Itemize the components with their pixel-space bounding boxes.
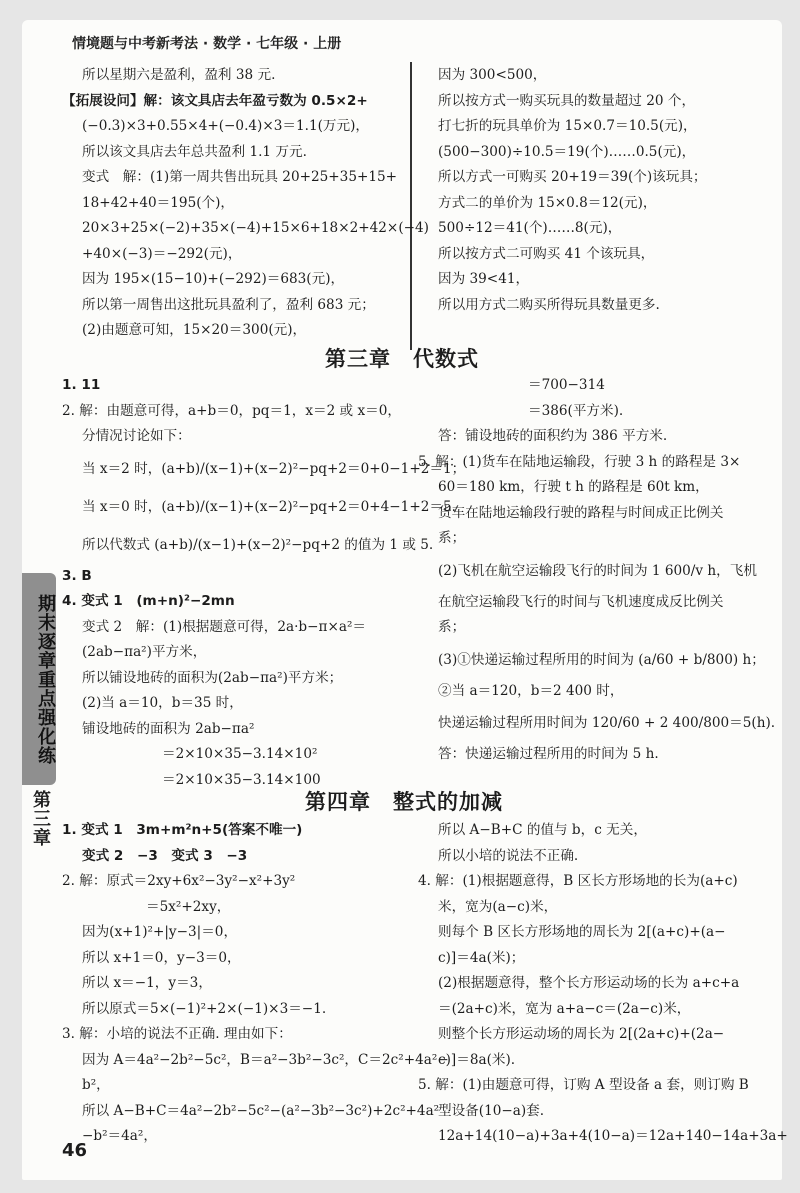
text-line: 变式 2 −3 变式 3 −3 — [82, 847, 248, 864]
text-line: 所以第一周售出这批玩具盈利了，盈利 683 元； — [82, 296, 375, 313]
page-header — [72, 26, 752, 62]
text-line: c)]＝4a(米)； — [438, 949, 525, 966]
text-line: ＝(2a+c)米，宽为 a+a−c＝(2a−c)米， — [438, 1000, 691, 1017]
top-left-column — [62, 63, 429, 344]
text-line: 500÷12＝41(个)……8(元)， — [438, 220, 622, 236]
text-line: +40×(−3)＝−292(元)， — [82, 245, 242, 262]
text-line: 打七折的玩具单价为 15×0.7＝10.5(元)， — [438, 118, 697, 134]
text-line: 4. 变式 1 (m+n)²−2mn — [62, 593, 235, 609]
text-line: 2. 解：原式＝2xy+6x²−3y²−x²+3y² — [62, 873, 296, 889]
text-line: (500−300)÷10.5＝19(个)……0.5(元)， — [438, 143, 696, 160]
text-line: (−0.3)×3+0.55×4+(−0.4)×3＝1.1(万元)， — [82, 118, 369, 134]
text-line: 因为 39<41， — [438, 271, 530, 287]
side-section-tab — [22, 573, 56, 785]
text-line: 【拓展设问】解：该文具店去年盈亏数为 0.5×2+ — [62, 92, 368, 109]
page-number: 46 — [62, 1140, 88, 1161]
text-line: 铺设地砖的面积为 2ab−πa² — [82, 720, 255, 737]
text-line: 所以 A−B+C 的值与 b，c 无关， — [438, 822, 647, 838]
text-line: (2)由题意可知，15×20＝300(元)， — [82, 322, 307, 338]
text-line: 型设备(10−a)套. — [438, 1102, 545, 1119]
text-line: 3. 解：小培的说法不正确. 理由如下： — [62, 1026, 292, 1042]
text-line: ＝2×10×35−3.14×100 — [162, 771, 321, 788]
text-line: ＝700−314 — [528, 377, 605, 393]
top-right-column — [418, 63, 763, 318]
text-line: c)]＝8a(米). — [438, 1051, 516, 1068]
header-title: 情境题与中考新考法 · 数学 · 七年级 · 上册 — [72, 36, 342, 52]
text-line: b²， — [82, 1077, 110, 1093]
text-line: 5. 解：(1)货车在陆地运输段，行驶 3 h 的路程是 3× — [418, 453, 741, 470]
text-line: 所以小培的说法不正确. — [438, 847, 579, 864]
text-line: 则每个 B 区长方形场地的周长为 2[(a+c)+(a− — [438, 924, 726, 940]
text-line: ＝2×10×35−3.14×10² — [162, 746, 318, 762]
side-chapter-text: 第三章 — [30, 790, 51, 847]
text-line: (2ab−πa²)平方米， — [82, 644, 207, 660]
text-line: 3. B — [62, 567, 92, 584]
text-line: 所以 x＝−1，y＝3， — [82, 975, 212, 991]
text-line: 答：铺设地砖的面积约为 386 平方米. — [438, 428, 668, 444]
text-line: 所以原式＝5×(−1)²+2×(−1)×3＝−1. — [82, 1000, 327, 1017]
text-line: 答：快递运输过程所用的时间为 5 h. — [438, 746, 659, 762]
text-line: 当 x＝0 时，(a+b)/(x−1)+(x−2)²−pq+2＝0+4−1+2＝5. — [82, 498, 456, 515]
text-line: (2)飞机在航空运输段飞行的时间为 1 600/v h，飞机 — [438, 562, 757, 579]
text-line: 货车在陆地运输段行驶的路程与时间成正比例关 — [438, 504, 724, 521]
chapter-3-title: 第三章 代数式 — [325, 347, 479, 371]
text-line: 所以铺设地砖的面积为(2ab−πa²)平方米； — [82, 669, 343, 686]
text-line: ＝386(平方米). — [528, 402, 624, 419]
text-line: 60＝180 km，行驶 t h 的路程是 60t km， — [438, 479, 709, 495]
chapter-4-left-column — [62, 818, 449, 1150]
text-line: 则整个长方形运动场的周长为 2[(2a+c)+(2a− — [438, 1026, 725, 1042]
text-line: 20×3+25×(−2)+35×(−4)+15×6+18×2+42×(−4) — [82, 220, 429, 236]
text-line: ②当 a＝120，b＝2 400 时， — [438, 682, 624, 699]
text-line: (3)①快递运输过程所用的时间为 (a/60 + b/800) h； — [438, 651, 765, 668]
text-line: 系； — [438, 619, 466, 635]
text-line: 变式 解：(1)第一周共售出玩具 20+25+35+15+ — [82, 169, 398, 185]
text-line: 系； — [438, 530, 466, 546]
chapter-3-left-column — [62, 373, 466, 793]
text-line: 方式二的单价为 15×0.8＝12(元)， — [438, 194, 657, 211]
column-divider — [410, 62, 412, 350]
text-line: 1. 11 — [62, 377, 101, 393]
text-line: 因为 195×(15−10)+(−292)＝683(元)， — [82, 271, 345, 287]
text-line: 4. 解：(1)根据题意得，B 区长方形场地的长为(a+c) — [418, 873, 738, 889]
text-line: 2. 解：由题意可得，a+b＝0，pq＝1，x＝2 或 x＝0， — [62, 402, 401, 419]
text-line: 所以 x+1＝0，y−3＝0， — [82, 949, 241, 966]
text-line: 分情况讨论如下： — [82, 428, 191, 444]
text-line: 米，宽为(a−c)米， — [438, 898, 558, 915]
text-line: 所以按方式一购买玩具的数量超过 20 个， — [438, 92, 696, 109]
text-line: (2)根据题意得，整个长方形运动场的长为 a+c+a — [438, 975, 740, 991]
text-line: 变式 2 解：(1)根据题意可得，2a·b−π×a²＝ — [82, 618, 366, 635]
chapter-4-right-column — [418, 818, 788, 1150]
text-line: 所以该文具店去年总共盈利 1.1 万元. — [82, 143, 307, 160]
text-line: 1. 变式 1 3m+m²n+5(答案不唯一) — [62, 822, 303, 838]
text-line: 因为 A＝4a²−2b²−5c²，B＝a²−3b²−3c²，C＝2c²+4a²− — [82, 1051, 449, 1068]
text-line: 12a+14(10−a)+3a+4(10−a)＝12a+140−14a+3a+ — [438, 1128, 788, 1144]
text-line: 所以按方式二可购买 41 个该玩具， — [438, 245, 655, 262]
text-line: ＝5x²+2xy， — [146, 898, 231, 915]
text-line: 18+42+40＝195(个)， — [82, 194, 235, 211]
text-line: 快递运输过程所用时间为 120/60 + 2 400/800＝5(h). — [438, 715, 776, 731]
text-line: (2)当 a＝10，b＝35 时， — [82, 695, 243, 711]
text-line: 所以代数式 (a+b)/(x−1)+(x−2)²−pq+2 的值为 1 或 5. — [82, 536, 434, 553]
text-line: 在航空运输段飞行的时间与飞机速度成反比例关 — [438, 593, 724, 610]
side-tab-label: 期末逐章重点强化练 — [35, 593, 56, 765]
text-line: −b²＝4a²， — [82, 1128, 157, 1144]
chapter-3-right-column — [418, 373, 776, 768]
text-line: 5. 解：(1)由题意可得，订购 A 型设备 a 套，则订购 B — [418, 1077, 749, 1093]
text-line: 当 x＝2 时，(a+b)/(x−1)+(x−2)²−pq+2＝0+0−1+2＝1； — [82, 460, 466, 477]
text-line: 所以星期六是盈利，盈利 38 元. — [82, 67, 276, 83]
text-line: 因为 300<500， — [438, 67, 547, 83]
text-line: 所以用方式二购买所得玩具数量更多. — [438, 296, 660, 313]
text-line: 所以 A−B+C＝4a²−2b²−5c²−(a²−3b²−3c²)+2c²+4a² — [82, 1102, 440, 1119]
chapter-4-title: 第四章 整式的加减 — [305, 790, 503, 814]
side-chapter-label — [26, 790, 52, 847]
text-line: 因为(x+1)²+|y−3|＝0， — [82, 924, 238, 940]
text-line: 所以方式一可购买 20+19＝39(个)该玩具； — [438, 169, 707, 185]
